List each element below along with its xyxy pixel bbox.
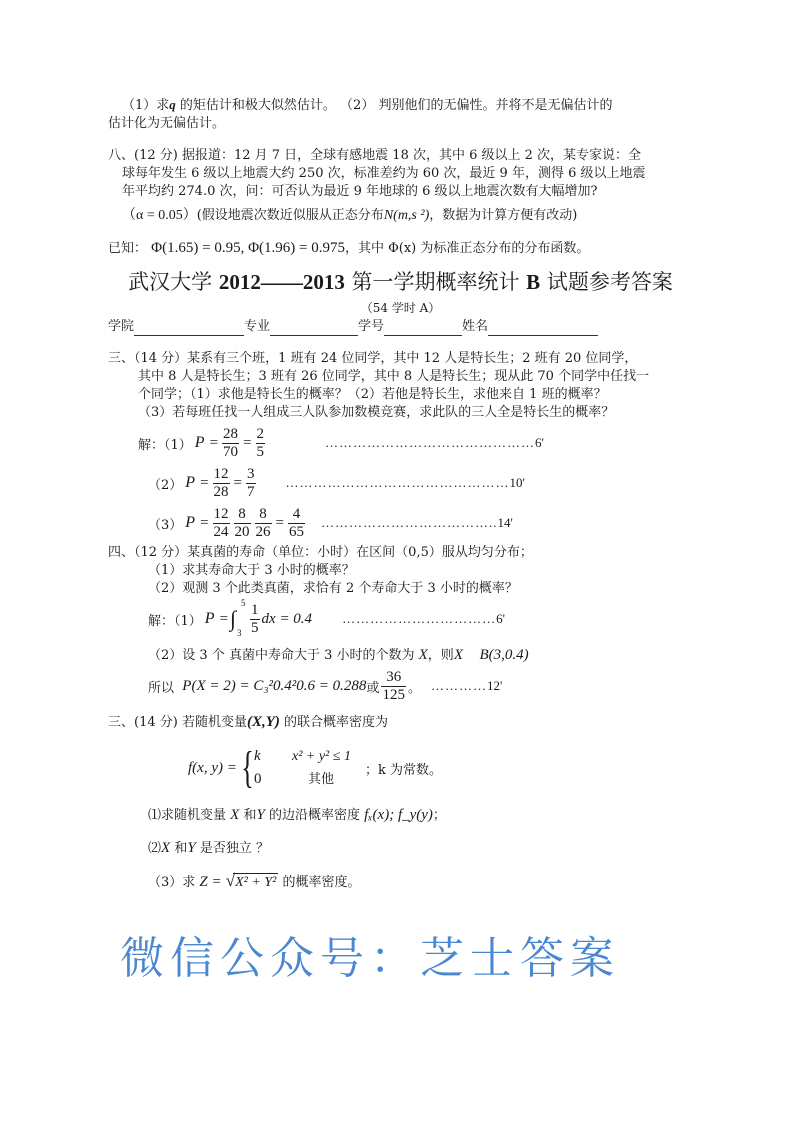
known-label: 已知： <box>108 241 148 256</box>
denominator: 7 <box>247 483 255 500</box>
lower-limit: 3 <box>237 628 242 638</box>
q3-line2: 其中 8 人是特长生；3 班有 26 位同学，其中 8 人是特长生；现从此 70 个同学中任找一 <box>138 369 650 384</box>
q4-solution-2 <box>108 646 733 665</box>
q3-solution-3: （3） P = $\frac{12}{24}$ $\frac{8}{20}$ $\frac{8}{26}$ = $\frac{4}{65}$ ……………………………….. 14' <box>148 505 513 540</box>
var-x: X <box>418 647 428 663</box>
text: 的概率密度。 <box>282 875 361 890</box>
solution-label: （2） <box>148 477 183 493</box>
case-condition: x² + y² ≤ 1 <box>291 749 351 764</box>
q5-pdf <box>108 740 733 796</box>
text: （2）设 3 个 真菌中寿命大于 3 小时的个数为 <box>148 648 415 663</box>
q3-line3: 个同学；（1）求他是特长生的概率？（2）若他是特长生，求他来自 1 班的概率？ <box>138 387 607 402</box>
title-years: 2012——2013 <box>218 270 345 294</box>
text: 是否独立 ？ <box>199 841 269 856</box>
q4-solution-3 <box>108 667 733 705</box>
watermark: 微信公众号：芝士答案 <box>120 933 620 984</box>
title-text: 第一学期概率统计 <box>344 270 527 294</box>
var-x: X <box>230 807 240 823</box>
q8-line3: 年平均约 274.0 次，问：可否认为最近 9 年地球的 6 级以上地震次数有大幅增加? <box>122 184 598 199</box>
title-text: 武汉大学 <box>128 270 219 294</box>
text: ，其中 Φ(x) 为标准正态分布的分布函数。 <box>344 241 590 256</box>
field-name[interactable] <box>462 318 598 336</box>
field-label: 专业 <box>244 319 271 334</box>
var-q: q <box>169 97 176 112</box>
leader-dots: ………… <box>430 678 487 693</box>
leader-dots: ……………………………….. <box>321 515 498 530</box>
q5-sub3 <box>108 872 733 892</box>
q8-known <box>108 239 733 258</box>
q5-line1 <box>108 713 733 732</box>
numerator: 1 <box>251 601 259 618</box>
denominator: 5 <box>251 619 259 636</box>
fraction <box>381 669 406 704</box>
points: 10' <box>509 475 525 490</box>
numerator: 28 <box>223 425 239 442</box>
denominator: 65 <box>289 523 304 540</box>
case-value: k <box>253 748 261 764</box>
prev-question-line1 <box>108 96 733 115</box>
sqrt-icon: √ <box>225 871 236 890</box>
var-xy: (X,Y) <box>246 714 280 730</box>
binomial-dist: B(3,0.4) <box>479 647 529 663</box>
points: 6' <box>496 611 505 626</box>
var-x: X <box>453 647 463 663</box>
text: (假设地震次数近似服从正态分布 <box>196 208 384 223</box>
q3-line4: （3）若每班任找一人组成三人队参加数模竞赛，求此队的三人全是特长生的概率？ <box>138 405 615 420</box>
points: 14' <box>497 515 513 530</box>
upper-limit: 5 <box>241 598 246 608</box>
numerator: 8 <box>234 506 251 524</box>
denominator: 26 <box>255 523 271 540</box>
field-major[interactable] <box>244 318 358 336</box>
leader-dots: ………………………………………… <box>285 475 510 490</box>
text: ，数据为计算方便有改动) <box>429 208 578 223</box>
denominator: 5 <box>256 443 264 460</box>
integral-result: dx = 0.4 <box>261 610 313 627</box>
numerator: 4 <box>288 506 305 524</box>
text: ，则 <box>427 648 454 663</box>
text: 的联合概率密度为 <box>284 715 389 730</box>
field-label: 姓名 <box>462 319 489 334</box>
alpha-value: （α = 0.05） <box>122 208 197 223</box>
case-value: 0 <box>253 771 262 787</box>
fraction <box>213 466 230 501</box>
brace-icon: { <box>241 743 254 792</box>
field-college[interactable] <box>108 318 244 336</box>
solution-label: （3） <box>148 517 183 533</box>
pdf-lhs: f(x, y) = <box>188 759 237 776</box>
var-y: Y <box>187 840 196 856</box>
q8-line2: 球每年发生 6 级以上地震大约 250 次，标准差约为 60 次，最近 9 年，测得 6 级以上地震 <box>122 166 646 181</box>
q4-line2: （1）求其寿命大于 3 小时的概率？ <box>148 563 355 578</box>
points: 12' <box>486 678 503 693</box>
denominator: 20 <box>234 523 250 540</box>
text: 或 <box>366 680 380 696</box>
numerator: 8 <box>255 506 272 524</box>
page-subtitle: （54 学时 A） <box>360 301 441 315</box>
fraction <box>213 506 230 541</box>
pdf-cases <box>254 745 351 791</box>
denominator: 28 <box>213 483 229 500</box>
numerator: 12 <box>213 505 229 522</box>
denominator: 70 <box>223 443 239 460</box>
q5-sub1 <box>108 806 733 825</box>
text: 三、(14 分) 若随机变量 <box>108 715 247 730</box>
denominator: 125 <box>382 686 405 703</box>
text: （1）求 <box>122 98 170 113</box>
q3-solution-2: （2） P = $\frac{12}{28}$ = $\frac{3}{7}$ ………………………………………… 10' <box>148 465 525 500</box>
numerator: 12 <box>213 465 229 482</box>
page-title <box>68 268 733 296</box>
solution-label: 解：（1） <box>138 437 192 453</box>
text: 。 <box>407 680 421 696</box>
points: 6' <box>535 435 544 450</box>
text: 和 <box>243 808 257 823</box>
numerator: 36 <box>381 669 406 687</box>
integral <box>230 598 248 638</box>
leader-dots: …………………………… <box>342 611 497 626</box>
text: 和 <box>174 841 188 856</box>
student-info-fields <box>108 318 733 336</box>
probability-formula: P(X = 2) = C₃²0.4²0.6 = 0.288 <box>182 677 367 694</box>
q3-solution-1: 解：（1） P = $\frac{28}{70}$ = $\frac{2}{5}$ ……………………………………… 6' <box>138 425 544 460</box>
q4-line3: （2）观测 3 个此类真菌，求恰有 2 个寿命大于 3 小时的概率？ <box>148 581 518 596</box>
text: ； <box>432 808 446 823</box>
var-y: Y <box>256 807 265 823</box>
text: ⑴求随机变量 <box>148 808 227 823</box>
text: 的矩估计和极大似然估计。 （2） 判别他们的无偏性。并将不是无偏估计的 <box>179 98 613 113</box>
text: 的边沿概率密度 <box>268 808 360 823</box>
case-condition: 其他 <box>307 772 334 787</box>
denominator: 24 <box>213 523 229 540</box>
fraction <box>255 506 272 541</box>
q3-line1: 三、（14 分）某系有三个班，1 班有 24 位同学，其中 12 人是特长生；2 班有 20 位同学， <box>108 351 638 366</box>
integral-sign: ∫ <box>230 606 237 631</box>
normal-dist: N(m,s ²) <box>383 208 430 223</box>
fraction <box>288 506 305 541</box>
q4-line1: 四、（12 分）某真菌的寿命（单位：小时）在区间（0,5）服从均匀分布； <box>108 545 533 560</box>
fraction <box>256 426 266 461</box>
q4-solution-1: 解：（1） P = ∫ 5 3 $\frac{1}{5}$ dx = 0.4 …………………………… 6' <box>148 598 505 638</box>
text: ⑵ <box>148 841 162 856</box>
var-x: X <box>161 840 171 856</box>
field-blank[interactable] <box>384 321 462 336</box>
solution-label: 所以 <box>148 680 175 696</box>
q8-line4 <box>108 207 733 225</box>
q5-sub2 <box>108 839 733 858</box>
field-label: 学号 <box>358 319 385 334</box>
numerator: 3 <box>247 465 255 482</box>
numerator: 2 <box>256 425 264 442</box>
field-blank[interactable] <box>270 321 358 336</box>
marginal-densities: fₓ(x); f_y(y) <box>364 807 433 823</box>
prev-question-line2: 估计化为无偏估计。 <box>108 116 226 131</box>
field-label: 学院 <box>108 319 135 334</box>
known-formula: Φ(1.65) = 0.95, Φ(1.96) = 0.975 <box>151 240 345 256</box>
text: （3）求 <box>148 875 196 890</box>
title-b: B <box>526 270 541 294</box>
sqrt-argument: X² + Y² <box>235 875 277 890</box>
q8-line1: 八、(12 分) 据报道：12 月 7 日，全球有感地震 18 次，其中 6 级以上 2 次，某专家说：全 <box>108 148 642 163</box>
fraction <box>234 506 251 541</box>
field-blank[interactable] <box>488 321 598 336</box>
pdf-note: ；k 为常数。 <box>364 762 442 778</box>
title-text: 试题参考答案 <box>540 270 673 294</box>
solution-label: 解：（1） <box>148 613 202 629</box>
field-blank[interactable] <box>134 321 244 336</box>
fraction <box>250 602 260 637</box>
fraction <box>246 466 256 501</box>
var-z: Z = <box>199 874 222 890</box>
fraction <box>222 426 239 461</box>
field-student-id[interactable] <box>358 318 462 336</box>
leader-dots: ……………………………………… <box>325 435 535 450</box>
